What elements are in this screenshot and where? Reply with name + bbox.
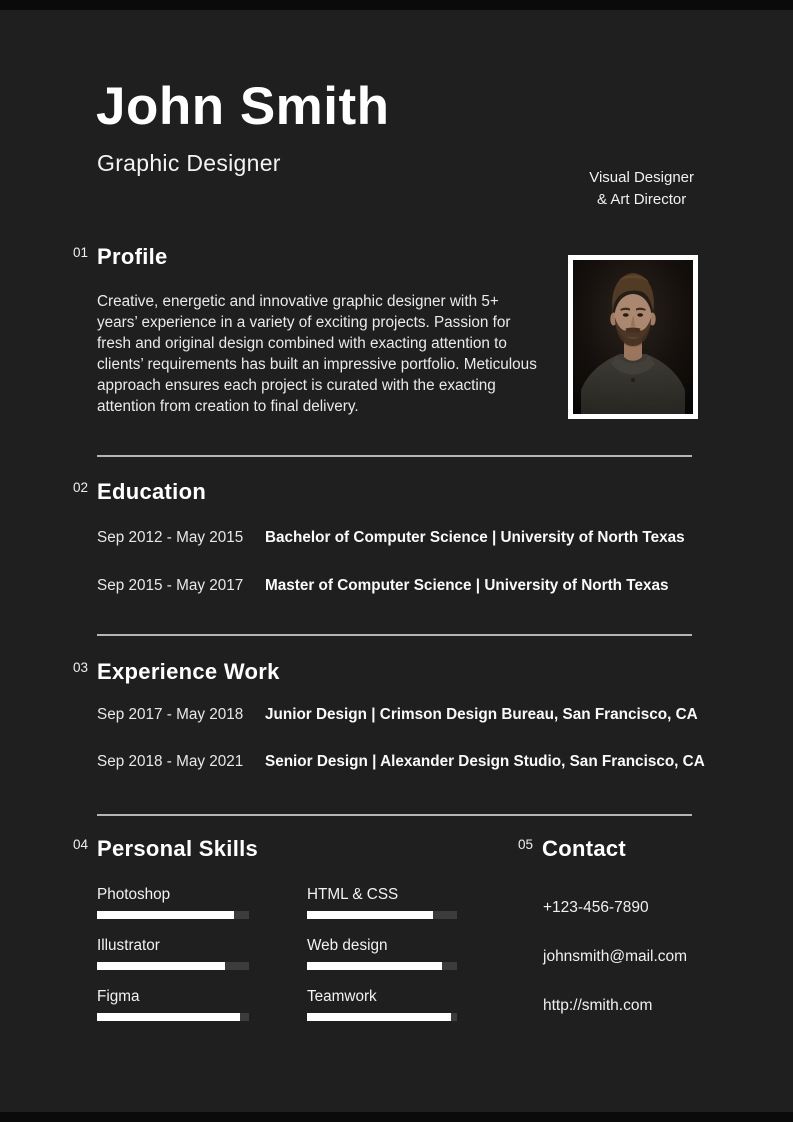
job-title: Graphic Designer (97, 150, 281, 176)
skill-bar-track (307, 911, 457, 919)
skill-label: Illustrator (97, 937, 160, 954)
skill-bar-track (97, 911, 249, 919)
skill-label: Teamwork (307, 988, 377, 1005)
education-dates: Sep 2015 - May 2017 (97, 577, 244, 594)
divider-above-education (97, 455, 692, 457)
experience-section-heading (73, 659, 280, 685)
skill-bar-fill (97, 1013, 240, 1021)
contact-section-number: 05 (518, 837, 534, 852)
contact-phone: +123-456-7890 (543, 899, 649, 916)
education-description: Master of Computer Science | University of North Texas (265, 577, 669, 594)
skill-item (97, 886, 249, 919)
skills-section-heading (73, 836, 258, 862)
person-name: John Smith (96, 77, 390, 136)
experience-section-title: Experience Work (97, 659, 280, 684)
profile-summary-text: Creative, energetic and innovative graphic designer with 5+ years’ experience in a variety of exciting projects. Passion for fresh and original design combined with exacting attention to clients’ requirements has built an impressive portfolio. Meticulous approach ensures each project is curated with the exacting attention from creation to final delivery. (97, 293, 537, 415)
experience-dates: Sep 2017 - May 2018 (97, 706, 244, 723)
skill-item (307, 886, 457, 919)
skill-label: Figma (97, 988, 140, 1005)
contact-section-title: Contact (542, 836, 627, 861)
contact-section-heading (518, 836, 626, 862)
skill-bar-track (97, 1013, 249, 1021)
skill-bar-fill (307, 911, 433, 919)
experience-description: Senior Design | Alexander Design Studio, San Francisco, CA (265, 753, 705, 770)
experience-entry (97, 706, 717, 724)
skill-bar-track (307, 962, 457, 970)
skill-bar-track (97, 962, 249, 970)
experience-description: Junior Design | Crimson Design Bureau, San Francisco, CA (265, 706, 698, 723)
tagline-line-1: Visual Designer (589, 169, 694, 186)
skill-item (97, 988, 249, 1021)
profile-section-number: 01 (73, 245, 89, 260)
education-description: Bachelor of Computer Science | University of North Texas (265, 529, 685, 546)
skills-section-title: Personal Skills (97, 836, 259, 861)
education-section-number: 02 (73, 480, 89, 495)
skill-label: HTML & CSS (307, 886, 399, 903)
skill-bar-fill (97, 911, 234, 919)
profile-section-title: Profile (97, 244, 168, 269)
skill-item (97, 937, 249, 970)
skills-column-right (307, 886, 457, 1039)
contact-list (543, 899, 687, 1046)
education-dates: Sep 2012 - May 2015 (97, 529, 244, 546)
profile-photo (568, 255, 698, 419)
skill-bar-fill (307, 962, 442, 970)
skills-column-left (97, 886, 249, 1039)
skill-bar-fill (97, 962, 225, 970)
profile-photo-illustration (573, 260, 693, 414)
education-entry (97, 529, 717, 547)
divider-above-experience (97, 634, 692, 636)
education-section-heading (73, 479, 206, 505)
profile-section-heading (73, 244, 168, 270)
skill-item (307, 937, 457, 970)
experience-dates: Sep 2018 - May 2021 (97, 753, 244, 770)
divider-above-skills (97, 814, 692, 816)
tagline-line-2: & Art Director (597, 190, 687, 208)
skill-item (307, 988, 457, 1021)
bottom-edge-bar (0, 1112, 793, 1122)
tagline (589, 167, 694, 210)
contact-email: johnsmith@mail.com (543, 948, 688, 965)
top-edge-bar (0, 0, 793, 10)
skills-section-number: 04 (73, 837, 89, 852)
education-section-title: Education (97, 479, 207, 504)
experience-entry (97, 753, 717, 771)
skill-label: Photoshop (97, 886, 171, 903)
experience-section-number: 03 (73, 660, 89, 675)
skill-bar-track (307, 1013, 457, 1021)
skill-bar-fill (307, 1013, 451, 1021)
education-entry (97, 577, 717, 595)
skill-label: Web design (307, 937, 388, 954)
contact-website: http://smith.com (543, 997, 653, 1014)
